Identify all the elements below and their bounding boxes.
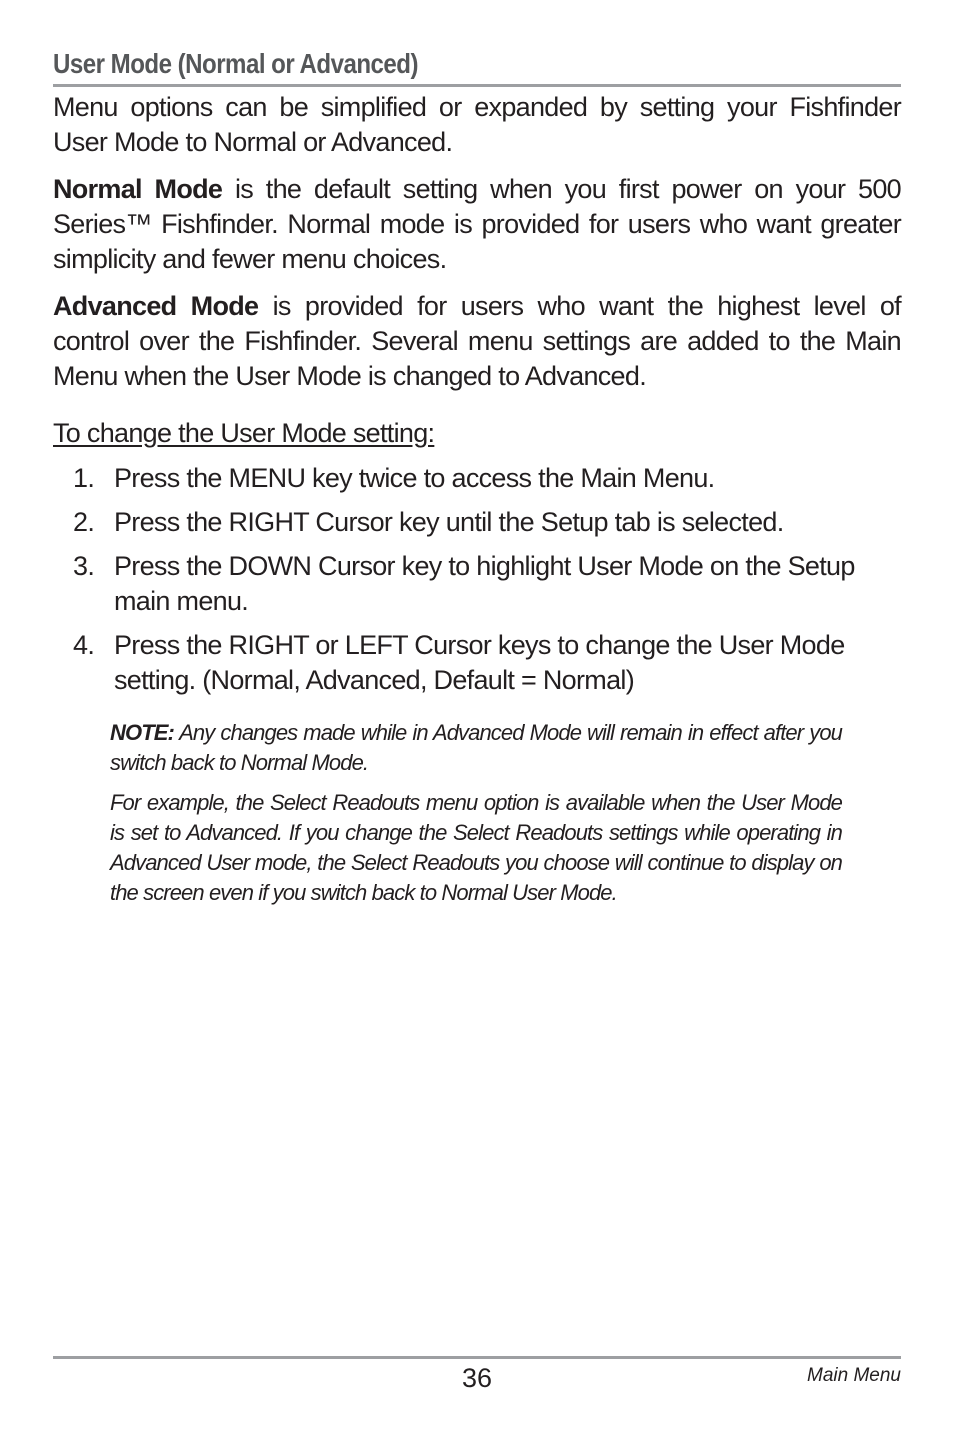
footer-divider [53, 1356, 901, 1359]
procedure-step [53, 461, 901, 496]
step-number: 3. [73, 551, 95, 581]
step-number: 4. [73, 630, 95, 660]
normal-mode-description: is the default setting when you first power on your 500 Series™ Fishfinder. Normal mode is provided for users who want greater simplicity and fewer menu choices. [53, 174, 901, 274]
note-paragraph [110, 718, 842, 778]
normal-mode-paragraph [53, 172, 901, 277]
section-title: User Mode (Normal or Advanced) [53, 48, 418, 79]
step-text: Press the MENU key twice to access the Main Menu. [114, 463, 715, 493]
step-number: 1. [73, 463, 95, 493]
intro-paragraph: Menu options can be simplified or expanded by setting your Fishfinder User Mode to Normal or Advanced. [53, 92, 901, 157]
step-text: Press the DOWN Cursor key to highlight User Mode on the Setup main menu. [114, 551, 855, 616]
note-text: Any changes made while in Advanced Mode will remain in effect after you switch back to Normal Mode. [110, 720, 842, 775]
procedure-heading: To change the User Mode setting: [53, 418, 435, 448]
footer-section-name: Main Menu [807, 1365, 901, 1386]
step-text: Press the RIGHT or LEFT Cursor keys to change the User Mode setting. (Normal, Advanced, Default = Normal) [114, 630, 845, 695]
advanced-mode-description: is provided for users who want the highest level of control over the Fishfinder. Several menu settings are added to the Main Menu when the User Mode is changed to Advanced. [53, 291, 901, 391]
procedure-step [53, 505, 901, 540]
title-divider [53, 84, 901, 87]
step-number: 2. [73, 507, 95, 537]
advanced-mode-term: Advanced Mode [53, 291, 259, 321]
procedure-step [53, 628, 901, 698]
note-example: For example, the Select Readouts menu option is available when the User Mode is set to Advanced. If you change the Select Readouts settings while operating in Advanced User mode, the Select Readouts you choose will continue to display on the screen even if you switch back to Normal User Mode. [110, 790, 842, 905]
advanced-mode-paragraph [53, 289, 901, 394]
note-label: NOTE: [110, 720, 174, 745]
procedure-step [53, 549, 901, 619]
step-text: Press the RIGHT Cursor key until the Setup tab is selected. [114, 507, 784, 537]
normal-mode-term: Normal Mode [53, 174, 223, 204]
procedure-steps [53, 461, 901, 707]
page-number: 36 [461, 1363, 493, 1393]
